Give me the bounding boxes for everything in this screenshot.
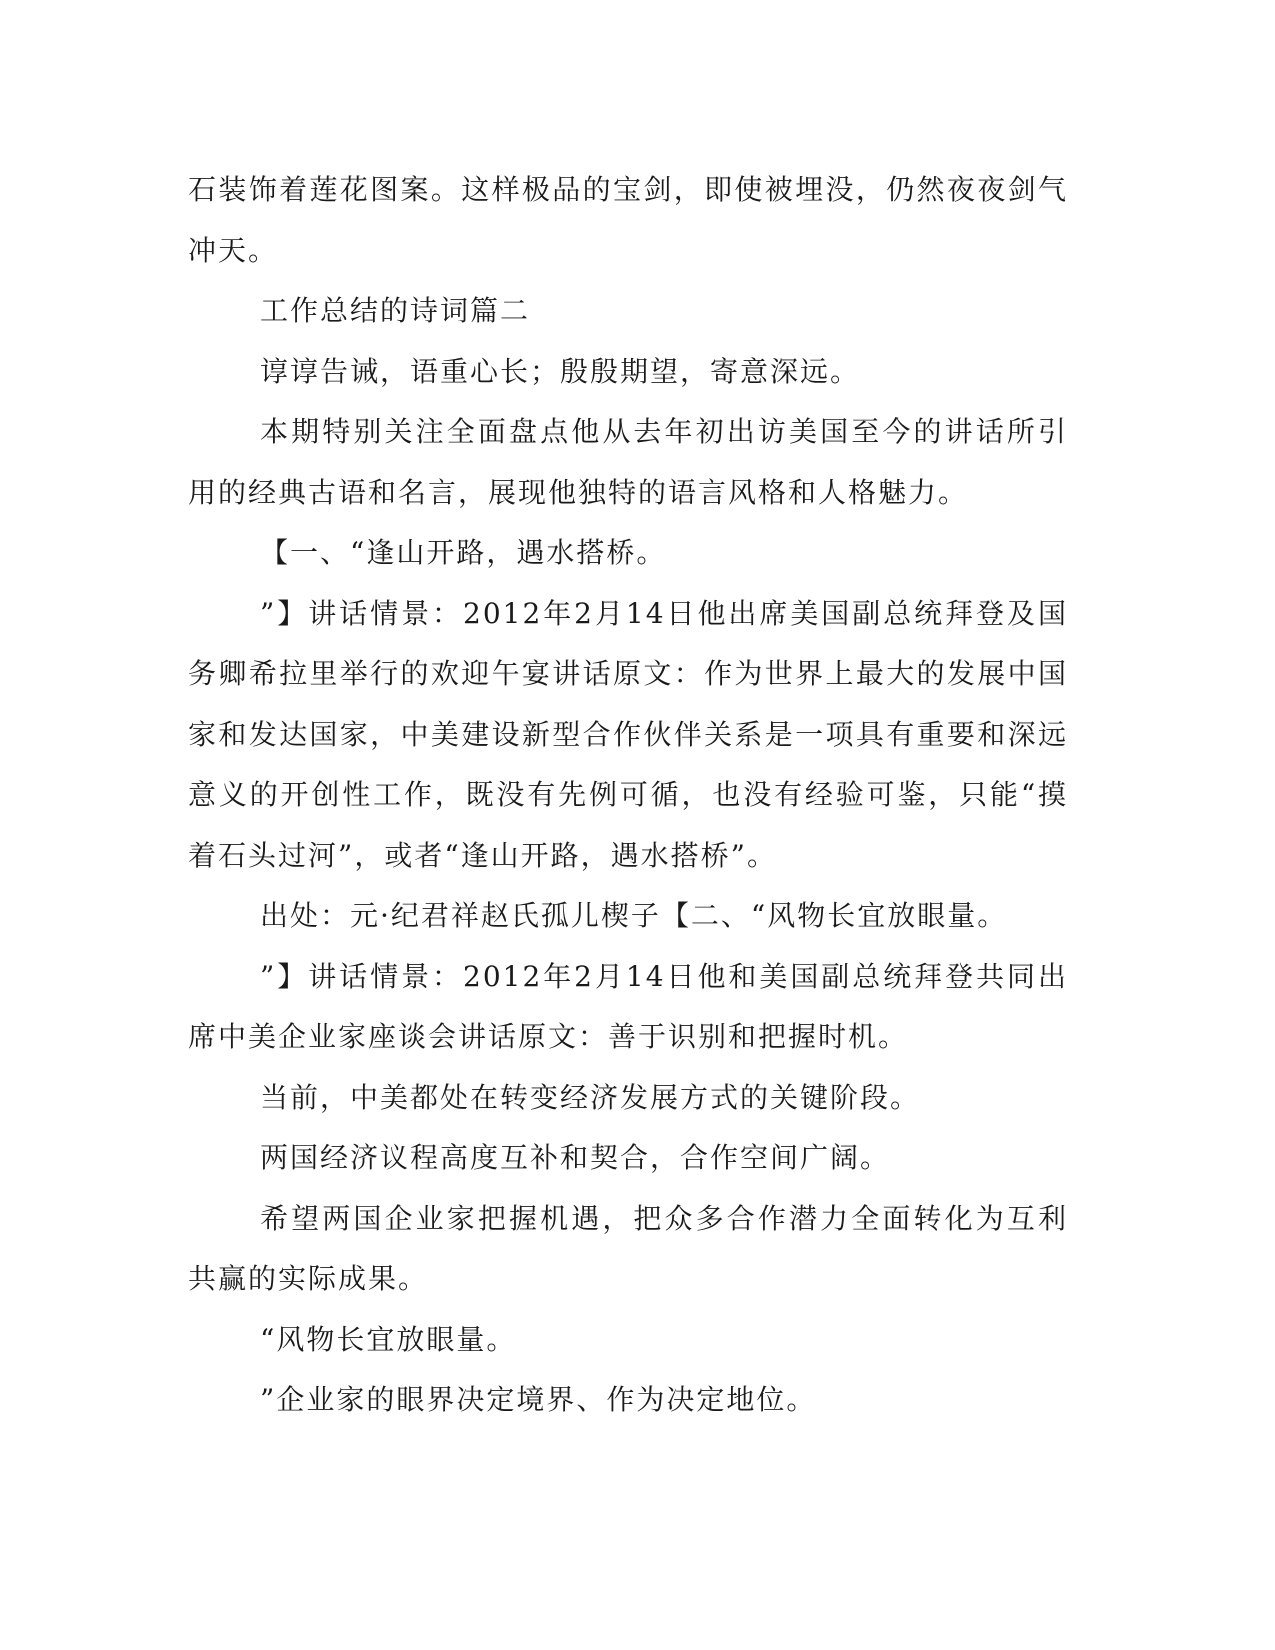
paragraph-8: ”】讲话情景：2012年2月14日他和美国副总统拜登共同出席中美企业家座谈会讲话原文：善于识别和把握时机。 (188, 959, 1068, 1053)
document-body (188, 160, 1068, 1431)
paragraph-6: ”】讲话情景：2012年2月14日他出席美国副总统拜登及国务卿希拉里举行的欢迎午宴讲话原文：作为世界上最大的发展中国家和发达国家，中美建设新型合作伙伴关系是一项具有重要和深远意义的开创性工作，既没有先例可循，也没有经验可鉴，只能“摸着石头过河”，或者“逢山开路，遇水搭桥”。 (188, 596, 1068, 872)
paragraph-5: 【一、“逢山开路，遇水搭桥。 (260, 536, 667, 569)
paragraph-7: 出处：元·纪君祥赵氏孤儿楔子【二、“风物长宜放眼量。 (260, 899, 1008, 932)
paragraph-11: 希望两国企业家把握机遇，把众多合作潜力全面转化为互利共赢的实际成果。 (188, 1201, 1068, 1295)
paragraph-9: 当前，中美都处在转变经济发展方式的关键阶段。 (260, 1080, 921, 1114)
paragraph-13: ”企业家的眼界决定境界、作为决定地位。 (260, 1383, 817, 1416)
paragraph-12: “风物长宜放眼量。 (260, 1322, 517, 1356)
paragraph-2-heading: 工作总结的诗词篇二 (260, 294, 531, 327)
paragraph-10: 两国经济议程高度互补和契合，合作空间广阔。 (260, 1141, 891, 1174)
paragraph-1: 石装饰着莲花图案。这样极品的宝剑，即使被埋没，仍然夜夜剑气冲天。 (188, 173, 1068, 267)
paragraph-3: 谆谆告诫，语重心长；殷殷期望，寄意深远。 (260, 354, 861, 388)
paragraph-4: 本期特别关注全面盘点他从去年初出访美国至今的讲话所引用的经典古语和名言，展现他独特的语言风格和人格魅力。 (188, 415, 1068, 509)
